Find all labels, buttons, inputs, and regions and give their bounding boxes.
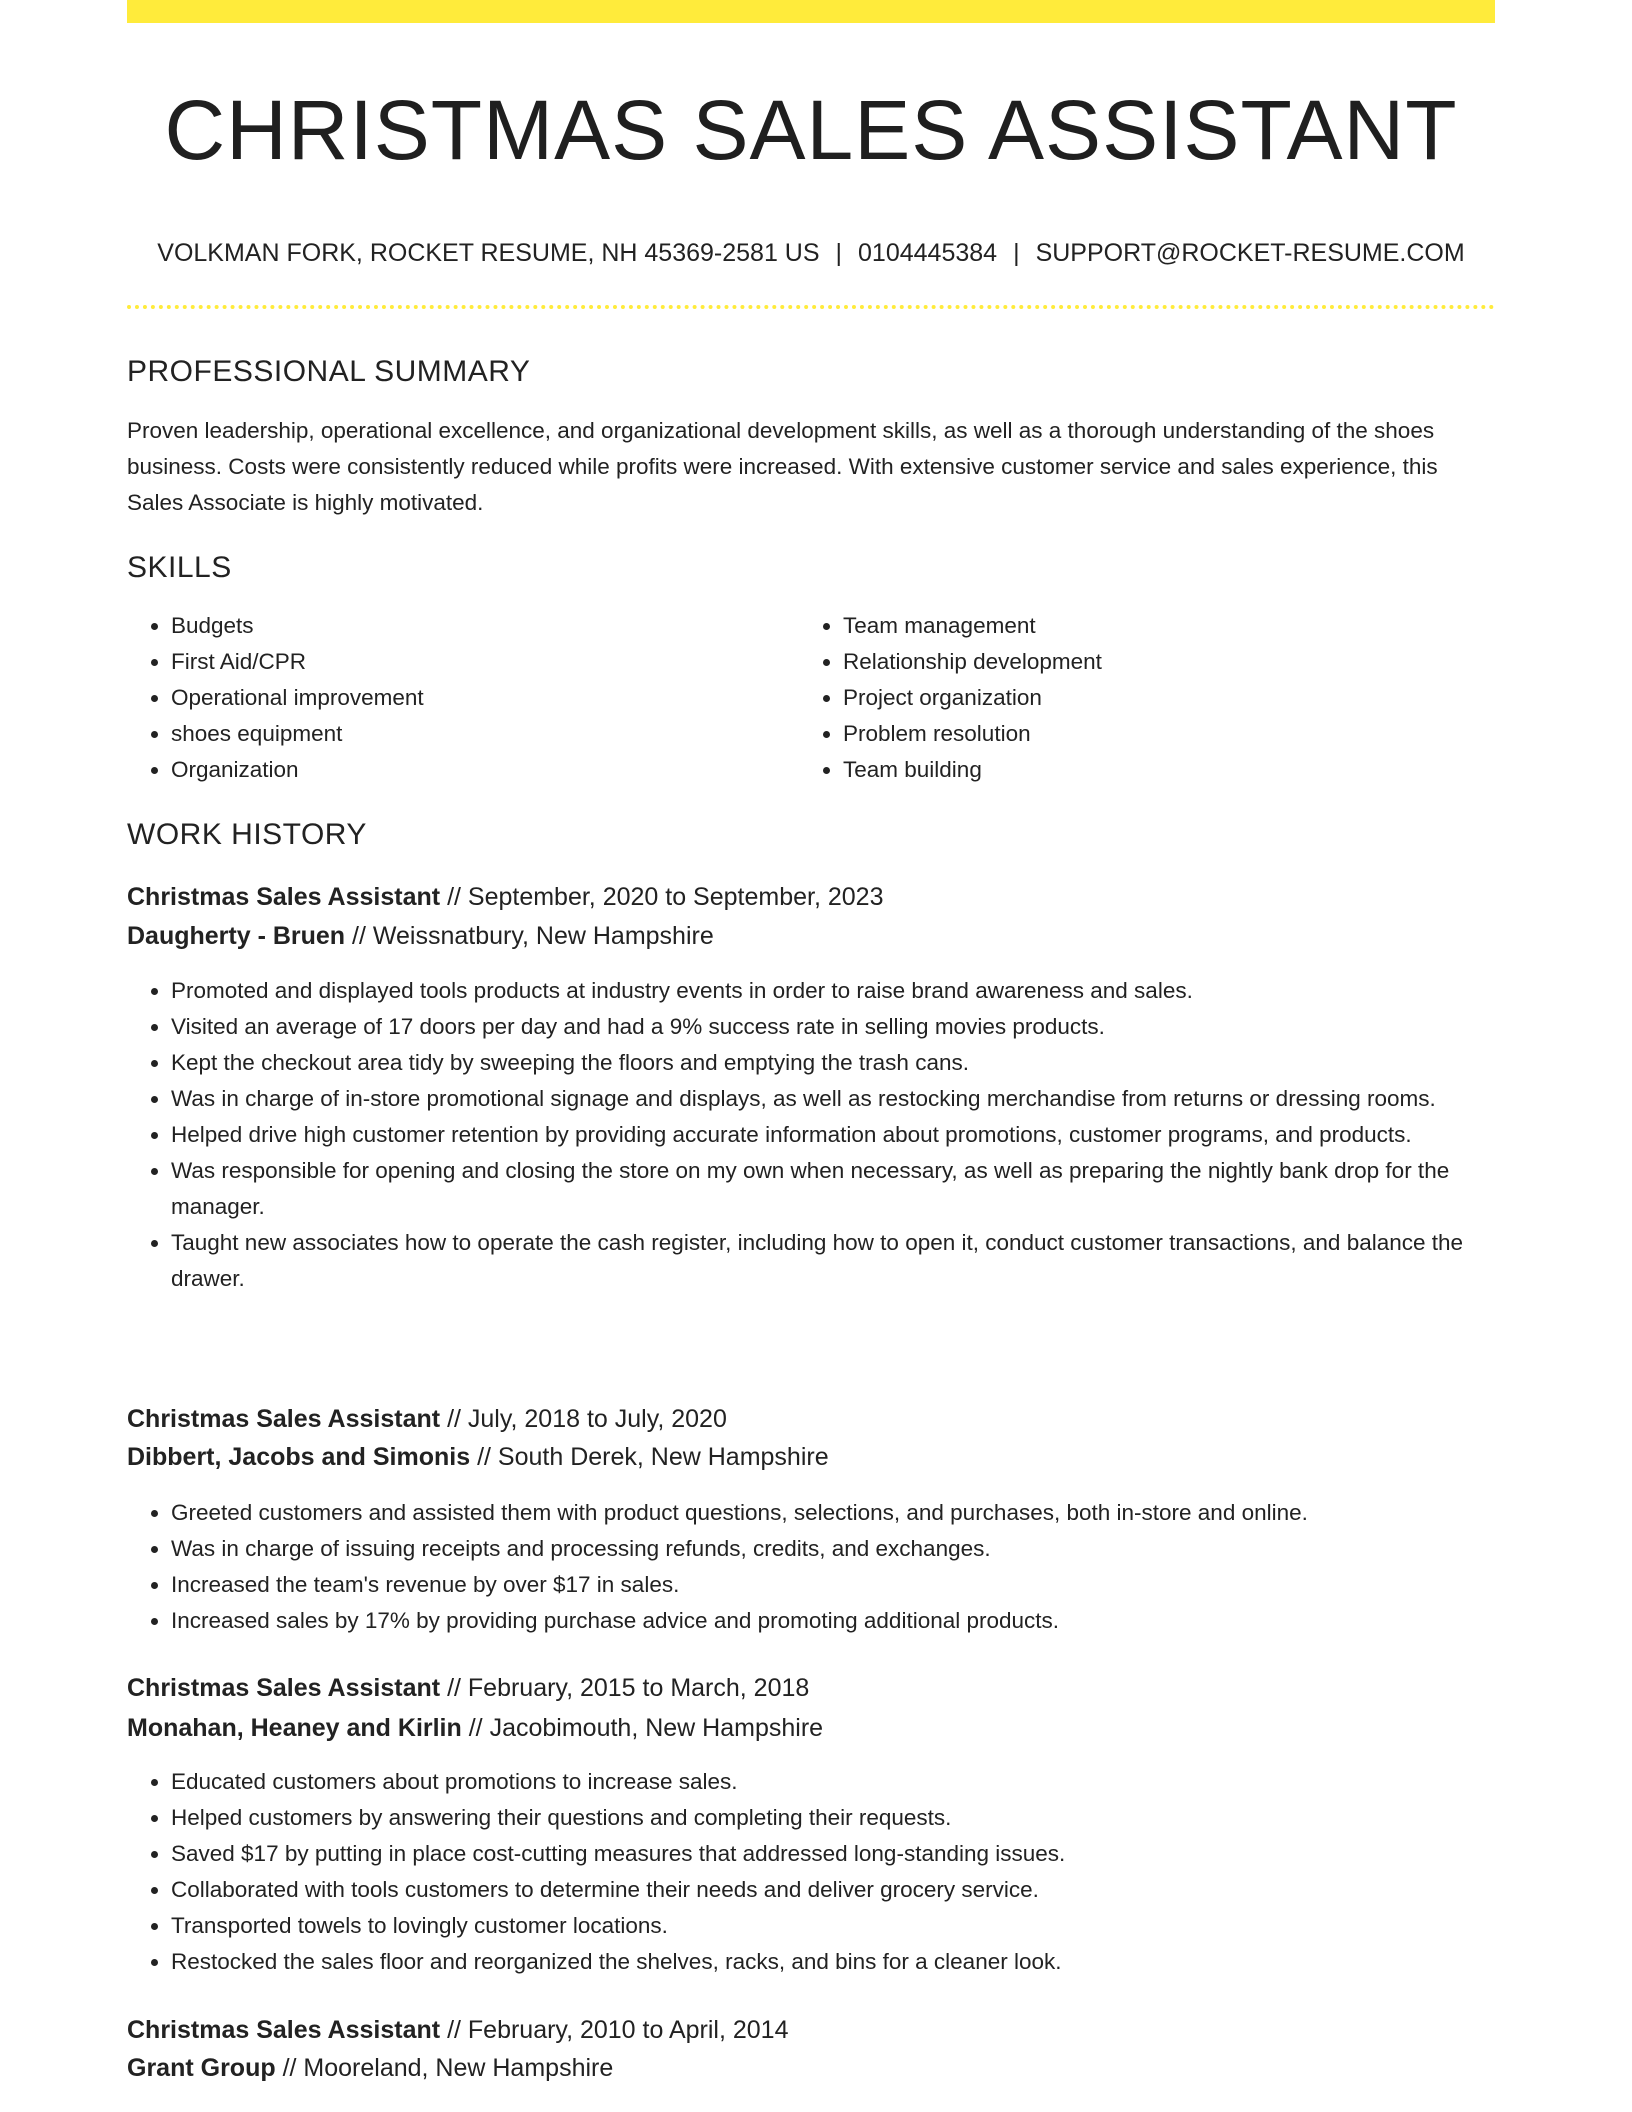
job-location: // Mooreland, New Hampshire <box>282 2054 614 2082</box>
job-company: Grant Group <box>127 2054 276 2082</box>
summary-text: Proven leadership, operational excellence, and organizational development skills, as well as a thorough understanding of the shoes business. Costs were consistently reduced while profits were increased. With extensive customer service and sales experience, this Sales Associate is highly motivated. <box>127 418 1438 515</box>
skill-item: • First Aid/CPR <box>171 644 767 680</box>
job-bullet: • Restocked the sales floor and reorganized the shelves, racks, and bins for a cleaner look. <box>171 1944 1495 1980</box>
job-company-line <box>127 1709 823 1747</box>
contact-email: SUPPORT@ROCKET-RESUME.COM <box>1035 239 1465 267</box>
skill-item: • Budgets <box>171 608 767 644</box>
job-location: // South Derek, New Hampshire <box>477 1443 829 1471</box>
job-bullets <box>127 973 1495 1297</box>
job-bullets <box>127 1495 1495 1639</box>
job-bullet: • Was in charge of in-store promotional signage and displays, as well as restocking merchandise from returns or dressing rooms. <box>171 1081 1495 1117</box>
skill-item: • Organization <box>171 752 767 788</box>
job-company-line <box>127 1438 829 1476</box>
job-company-line <box>127 2049 613 2087</box>
skill-item: • Problem resolution <box>843 716 1439 752</box>
job-dates: // September, 2020 to September, 2023 <box>447 883 884 911</box>
job-dates: // July, 2018 to July, 2020 <box>447 1405 727 1433</box>
job-bullet: • Increased the team's revenue by over $17 in sales. <box>171 1567 1495 1603</box>
work-history-heading: WORK HISTORY <box>127 818 367 851</box>
job-bullet: • Helped drive high customer retention by providing accurate information about promotions, customer programs, and products. <box>171 1117 1495 1153</box>
job-bullet: • Was responsible for opening and closing the store on my own when necessary, as well as preparing the nightly bank drop for the manager. <box>171 1153 1495 1225</box>
skill-item: • Project organization <box>843 680 1439 716</box>
contact-separator: | <box>1013 239 1020 267</box>
job-bullet: • Was in charge of issuing receipts and processing refunds, credits, and exchanges. <box>171 1531 1495 1567</box>
page-title: CHRISTMAS SALES ASSISTANT <box>164 83 1458 177</box>
job-bullet: • Collaborated with tools customers to determine their needs and deliver grocery service. <box>171 1872 1495 1908</box>
job-bullet: • Kept the checkout area tidy by sweeping the floors and emptying the trash cans. <box>171 1045 1495 1081</box>
job-bullet: • Taught new associates how to operate the cash register, including how to open it, conduct customer transactions, and balance the drawer. <box>171 1225 1495 1297</box>
summary-heading: PROFESSIONAL SUMMARY <box>127 355 531 388</box>
job-bullet: • Promoted and displayed tools products at industry events in order to raise brand awareness and sales. <box>171 973 1495 1009</box>
job-title: Christmas Sales Assistant <box>127 883 441 911</box>
job-title: Christmas Sales Assistant <box>127 1674 441 1702</box>
skill-item: • Relationship development <box>843 644 1439 680</box>
job-company: Monahan, Heaney and Kirlin <box>127 1714 462 1742</box>
job-title-line <box>127 2011 788 2049</box>
job-bullets <box>127 1764 1495 1980</box>
skill-item: • Team management <box>843 608 1439 644</box>
skill-item: • Team building <box>843 752 1439 788</box>
job-title: Christmas Sales Assistant <box>127 2016 441 2044</box>
job-location: // Jacobimouth, New Hampshire <box>468 1714 824 1742</box>
dotted-divider <box>127 305 1495 309</box>
job-company-line <box>127 917 714 955</box>
job-dates: // February, 2010 to April, 2014 <box>447 2016 789 2044</box>
skills-left-list <box>127 608 767 788</box>
job-dates: // February, 2015 to March, 2018 <box>447 1674 810 1702</box>
top-accent-bar <box>127 0 1495 23</box>
job-bullet: • Saved $17 by putting in place cost-cutting measures that addressed long-standing issues. <box>171 1836 1495 1872</box>
skill-item: • Operational improvement <box>171 680 767 716</box>
skill-item: • shoes equipment <box>171 716 767 752</box>
skills-right-list <box>799 608 1439 788</box>
contact-phone: 0104445384 <box>858 239 998 267</box>
job-location: // Weissnatbury, New Hampshire <box>352 922 714 950</box>
job-bullet: • Visited an average of 17 doors per day and had a 9% success rate in selling movies products. <box>171 1009 1495 1045</box>
job-company: Dibbert, Jacobs and Simonis <box>127 1443 471 1471</box>
job-title-line <box>127 1400 727 1438</box>
skills-heading: SKILLS <box>127 551 232 584</box>
job-bullet: • Helped customers by answering their questions and completing their requests. <box>171 1800 1495 1836</box>
job-title: Christmas Sales Assistant <box>127 1405 441 1433</box>
job-title-line <box>127 878 883 916</box>
job-title-line <box>127 1669 809 1707</box>
job-company: Daugherty - Bruen <box>127 922 346 950</box>
job-bullet: • Greeted customers and assisted them with product questions, selections, and purchases, both in-store and online. <box>171 1495 1495 1531</box>
contact-address: VOLKMAN FORK, ROCKET RESUME, NH 45369-2581 US <box>157 239 820 267</box>
job-bullet: • Increased sales by 17% by providing purchase advice and promoting additional products. <box>171 1603 1495 1639</box>
contact-separator: | <box>835 239 843 267</box>
job-bullet: • Educated customers about promotions to increase sales. <box>171 1764 1495 1800</box>
contact-line <box>127 235 1495 271</box>
job-bullet: • Transported towels to lovingly customer locations. <box>171 1908 1495 1944</box>
